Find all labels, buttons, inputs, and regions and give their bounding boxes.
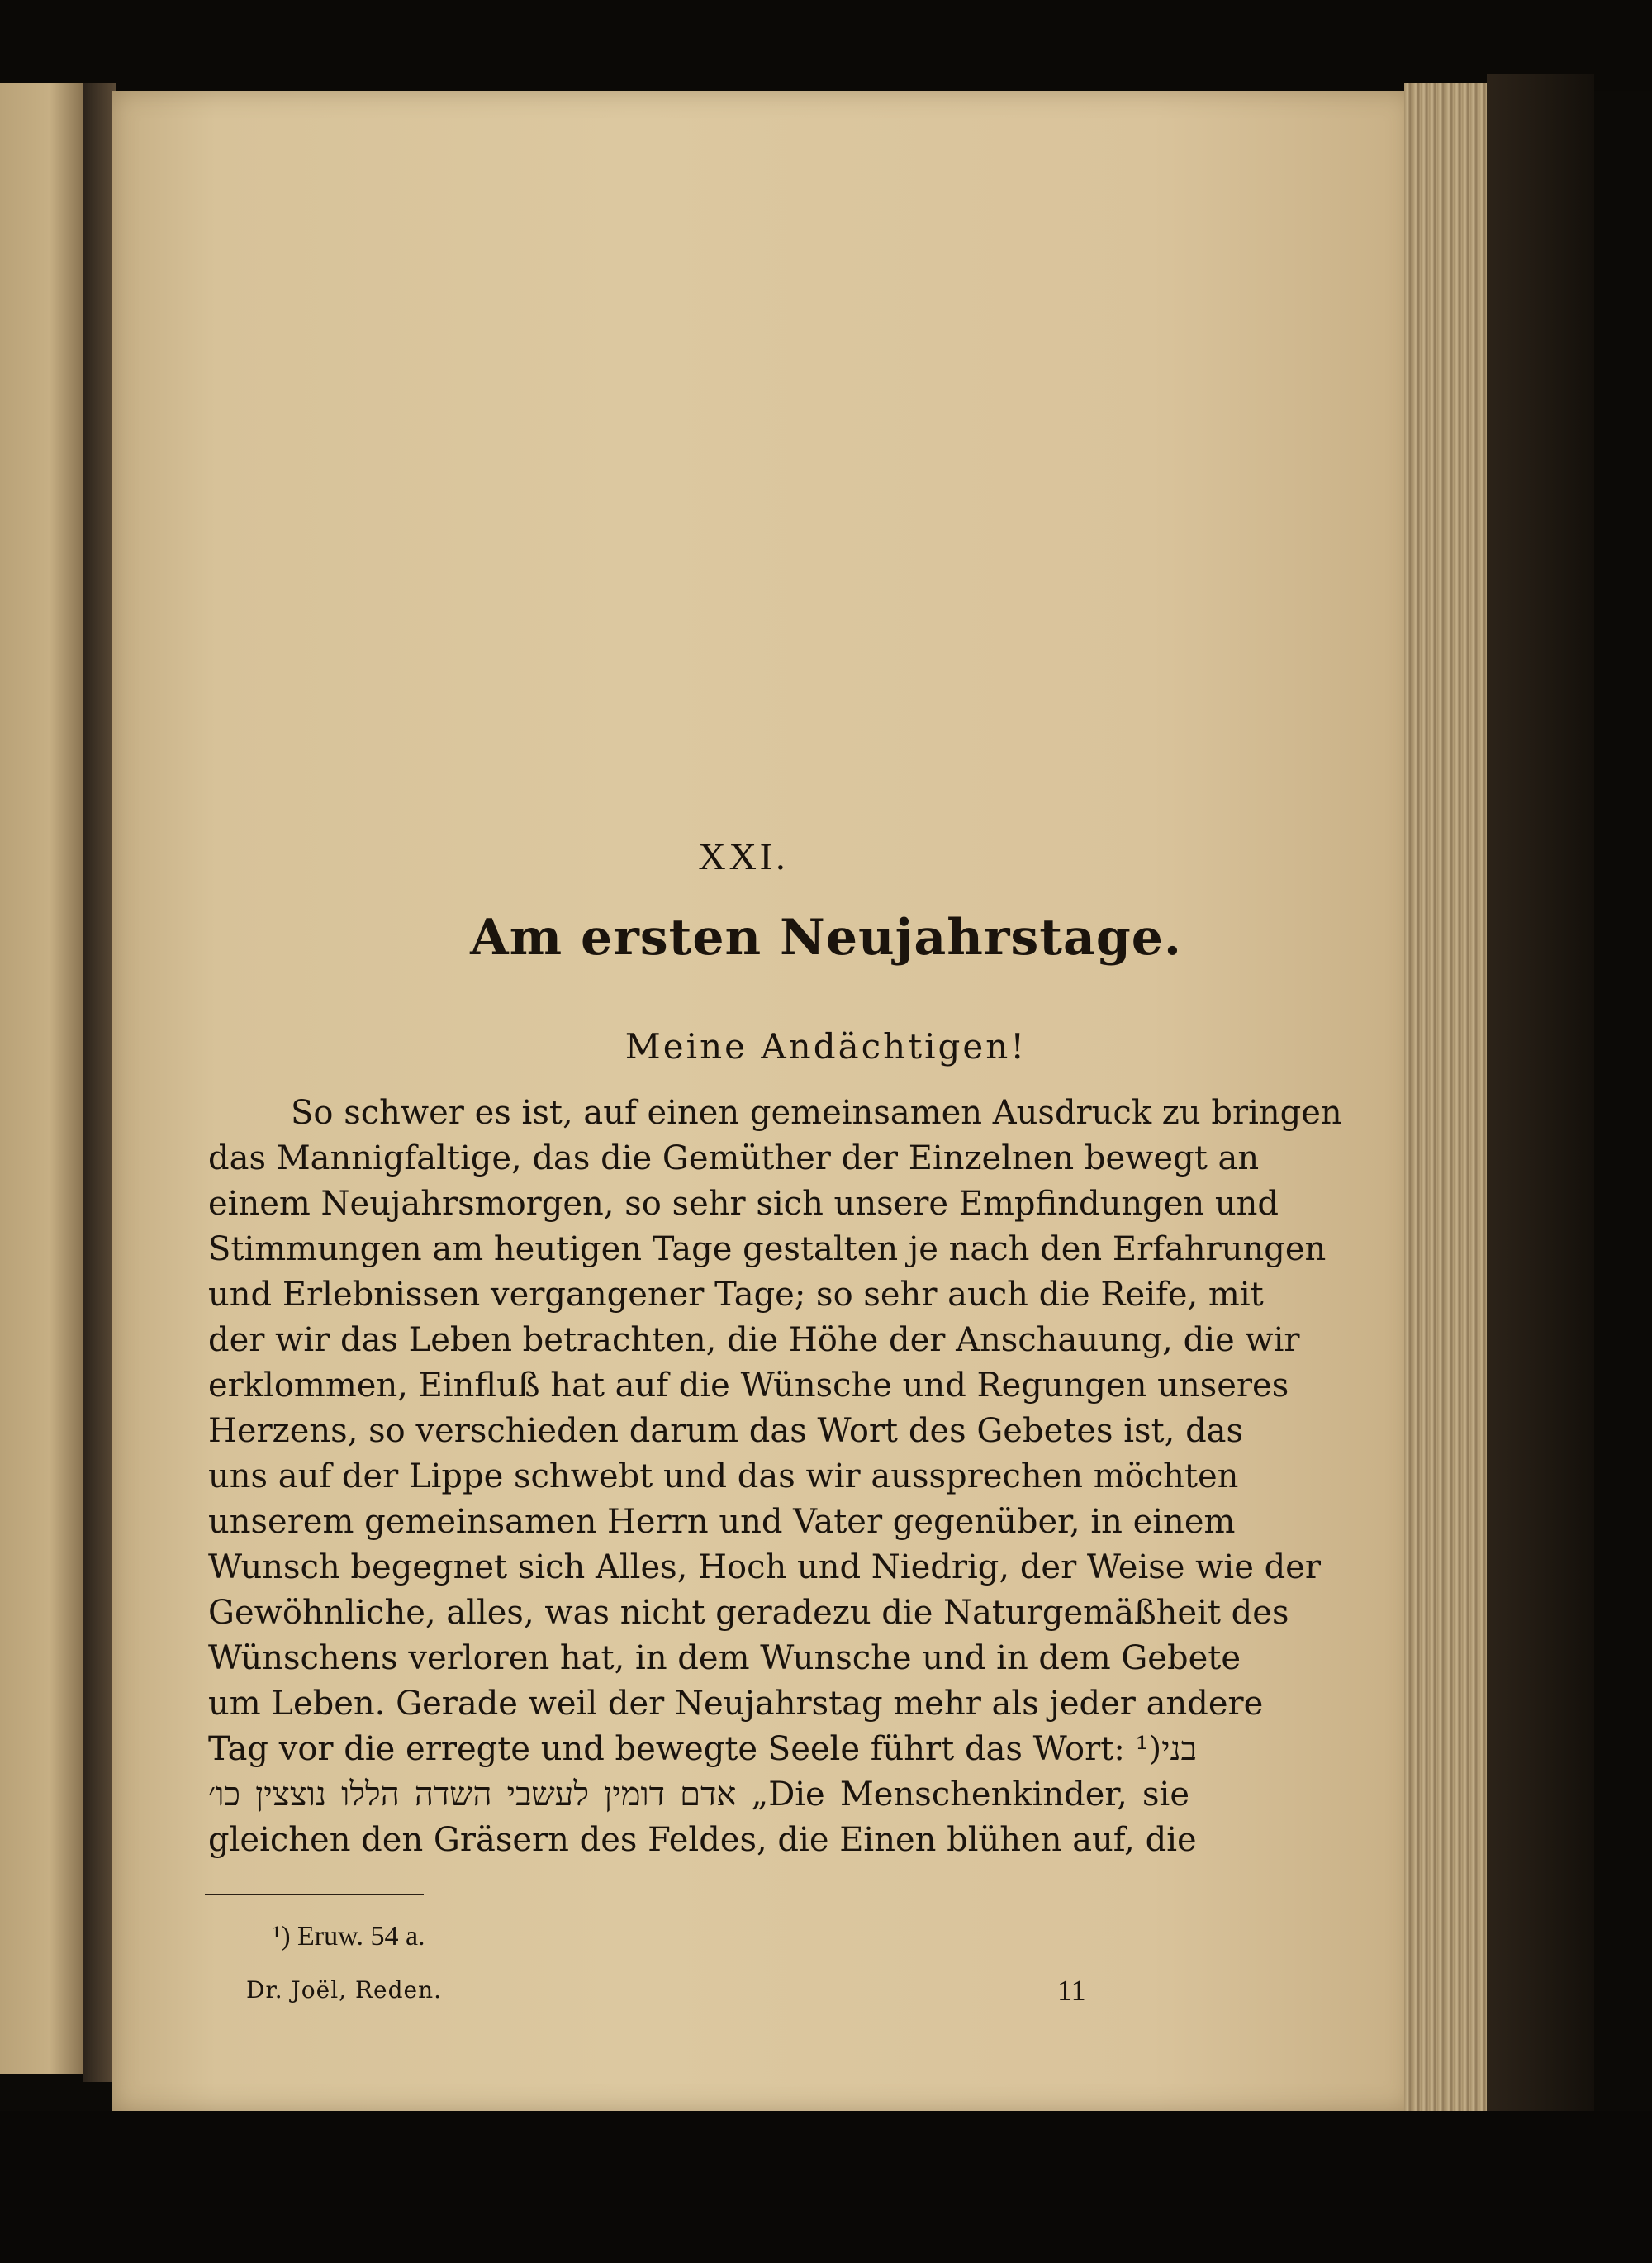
footnote-divider [205,1894,424,1895]
chapter-number: XXI. [698,835,789,877]
text-line: Herzens, so verschieden darum das Wort des Gebetes ist, das [208,1412,1244,1450]
text-line: Stimmungen am heutigen Tage gestalten je nach den Erfahrungen [208,1230,1327,1268]
text-line: Tag vor die erregte und bewegte Seele führt das Wort: ¹)בני [208,1730,1197,1768]
text-line: unserem gemeinsamen Herrn und Vater gegenüber, in einem [208,1503,1236,1541]
footer-signature-mark: 11 [1057,1974,1086,2007]
text-line: אדם דומין לעשבי השדה הללו נוצצין כו׳ „Die Menschenkinder, sie [208,1776,1189,1814]
text-line: gleichen den Gräsern des Feldes, die Einen blühen auf, die [208,1821,1197,1859]
text-line: Gewöhnliche, alles, was nicht geradezu die Naturgemäßheit des [208,1594,1289,1632]
footnote: ¹) Eruw. 54 a. [273,1921,425,1952]
chapter-title: Am ersten Neujahrstage. [470,909,1182,967]
text-line: der wir das Leben betrachten, die Höhe der Anschauung, die wir [208,1321,1300,1359]
text-line: einem Neujahrsmorgen, so sehr sich unsere Empfindungen und [208,1185,1279,1223]
text-line: uns auf der Lippe schwebt und das wir aussprechen möchten [208,1457,1239,1495]
text-line: erklommen, Einfluß hat auf die Wünsche und Regungen unseres [208,1367,1289,1405]
text-line: das Mannigfaltige, das die Gemüther der Einzelnen bewegt an [208,1139,1260,1177]
text-line: Wunsch begegnet sich Alles, Hoch und Niedrig, der Weise wie der [208,1548,1321,1586]
text-line: So schwer es ist, auf einen gemeinsamen Ausdruck zu bringen [291,1094,1342,1132]
text-line: Wünschens verloren hat, in dem Wunsche und in dem Gebete [208,1639,1241,1677]
text-line: um Leben. Gerade weil der Neujahrstag mehr als jeder andere [208,1685,1264,1723]
greeting: Meine Andächtigen! [624,1026,1028,1067]
body-text [208,1091,1342,1863]
text-line: und Erlebnissen vergangener Tage; so sehr auch die Reife, mit [208,1276,1264,1314]
footer-author: Dr. Joël, Reden. [246,1976,443,2004]
